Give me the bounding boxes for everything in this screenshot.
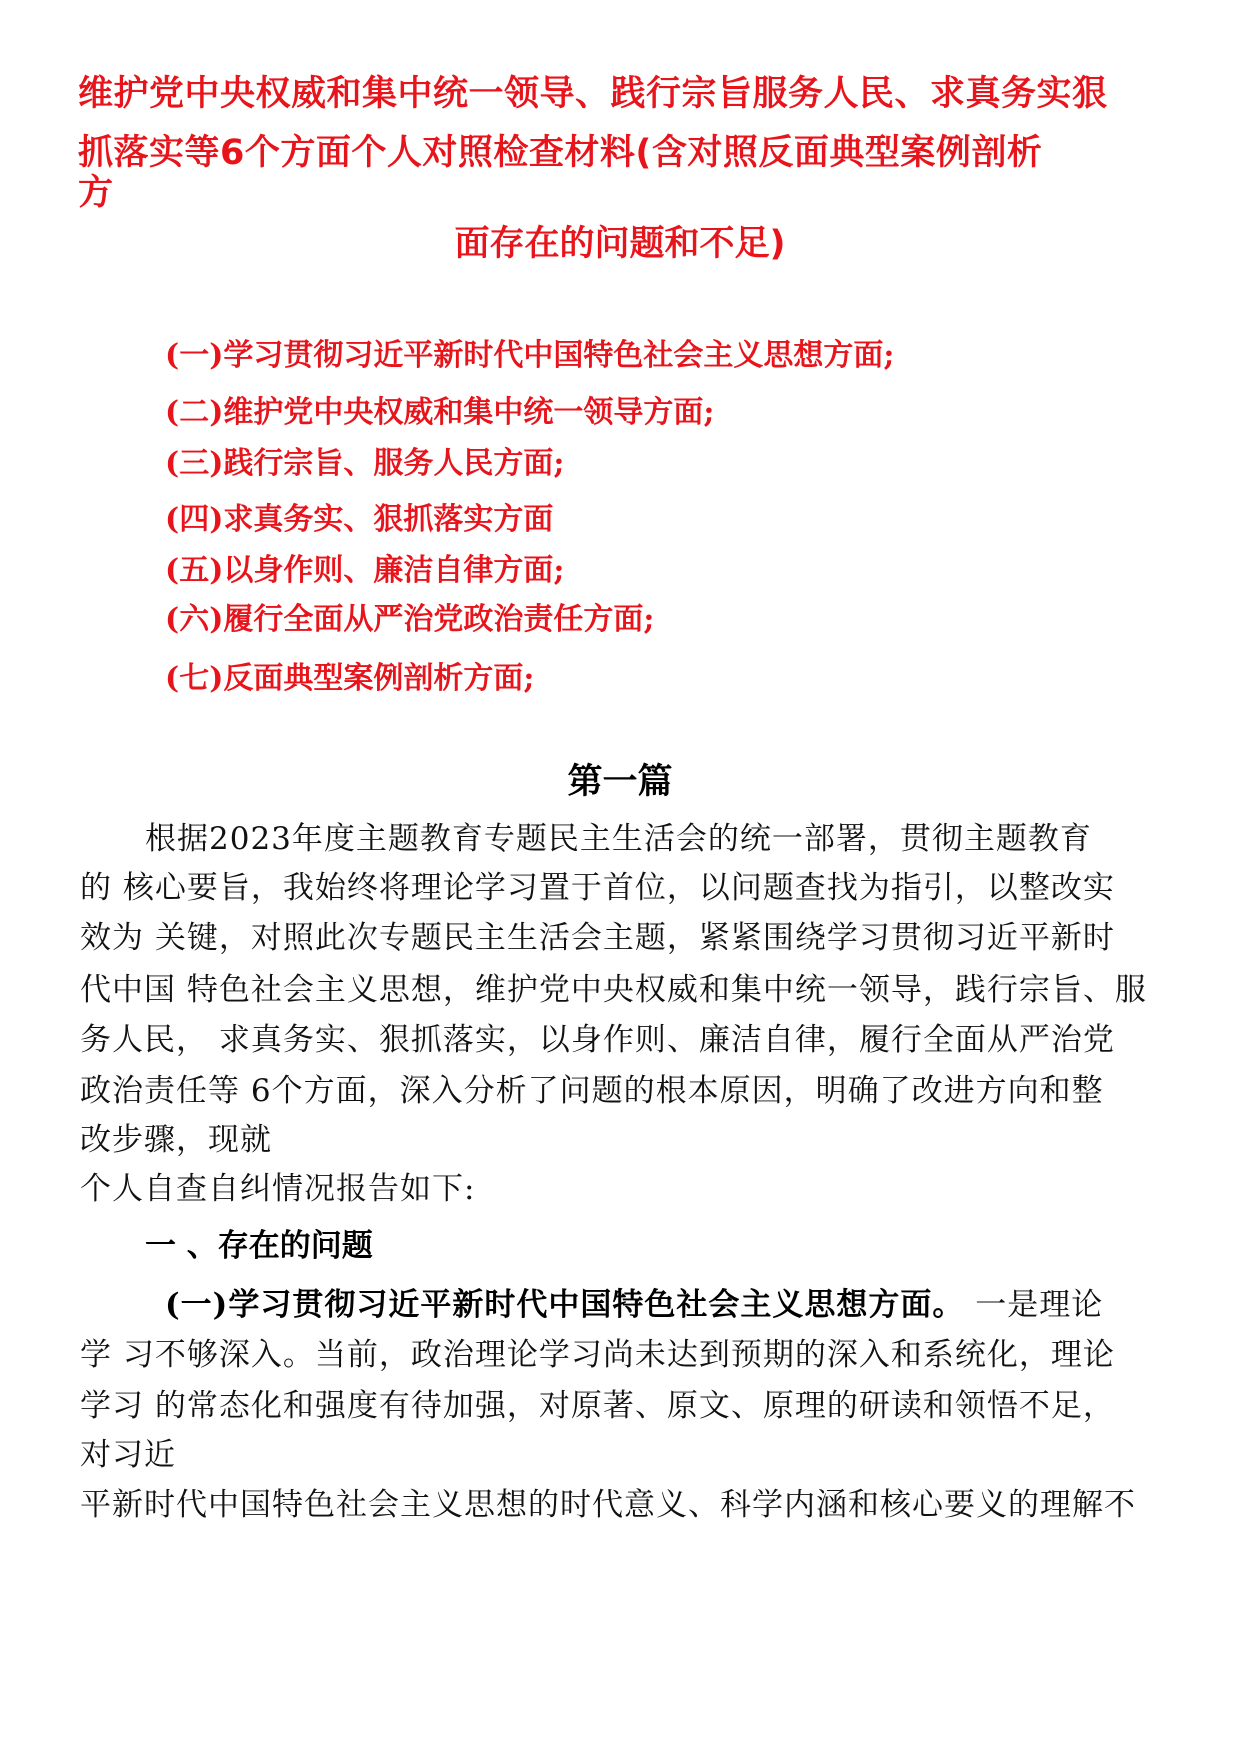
toc-item-2: (二)维护党中央权威和集中统一领导方面; — [165, 395, 715, 430]
toc-item-3: (三)践行宗旨、服务人民方面; — [165, 446, 565, 481]
intro-line-2: 的 核心要旨，我始终将理论学习置于首位，以问题查找为指引，以整改实 — [80, 870, 1115, 906]
heading-problems: 一 、存在的问题 — [145, 1228, 373, 1264]
intro-line-4: 代中国 特色社会主义思想，维护党中央权威和集中统一领导，践行宗旨、服 — [80, 972, 1147, 1008]
toc-item-7: (七)反面典型案例剖析方面; — [165, 661, 535, 696]
toc-item-5: (五)以身作则、廉洁自律方面; — [165, 553, 565, 588]
intro-line-3: 效为 关键，对照此次专题民主生活会主题，紧紧围绕学习贯彻习近平新时 — [80, 920, 1115, 956]
subsection-bold-lead: (一)学习贯彻习近平新时代中国特色社会主义思想方面。 — [165, 1287, 965, 1323]
toc-item-1: (一)学习贯彻习近平新时代中国特色社会主义思想方面; — [165, 338, 895, 373]
subsection-line-5: 平新时代中国特色社会主义思想的时代意义、科学内涵和核心要义的理解不 — [80, 1487, 1136, 1523]
doc-title-line-3: 方 — [78, 173, 114, 213]
intro-line-8: 个人自查自纠情况报告如下: — [80, 1171, 476, 1207]
subsection-line-2: 学 习不够深入。当前，政治理论学习尚未达到预期的深入和系统化，理论 — [80, 1337, 1115, 1373]
doc-title-line-2: 抓落实等6个方面个人对照检查材料(含对照反面典型案例剖析 — [78, 133, 1043, 173]
subsection-first-line — [165, 1283, 1103, 1327]
intro-line-7: 改步骤，现就 — [80, 1122, 272, 1158]
toc-item-6: (六)履行全面从严治党政治责任方面; — [165, 602, 655, 637]
subsection-first-line-rest: 一是理论 — [964, 1287, 1104, 1323]
toc-item-4: (四)求真务实、狠抓落实方面 — [165, 502, 554, 537]
intro-line-5: 务人民， 求真务实、狠抓落实，以身作则、廉洁自律，履行全面从严治党 — [80, 1022, 1115, 1058]
subsection-line-4: 对习近 — [80, 1437, 176, 1473]
intro-line-1: 根据2023年度主题教育专题民主生活会的统一部署，贯彻主题教育 — [145, 821, 1092, 857]
intro-line-6: 政治责任等 6个方面，深入分析了问题的根本原因，明确了改进方向和整 — [80, 1073, 1104, 1109]
doc-title-line-4: 面存在的问题和不足) — [454, 224, 786, 264]
subsection-line-3: 学习 的常态化和强度有待加强，对原著、原文、原理的研读和领悟不足， — [80, 1388, 1115, 1424]
doc-title-line-1: 维护党中央权威和集中统一领导、践行宗旨服务人民、求真务实狠 — [78, 74, 1108, 114]
section-title: 第一篇 — [567, 762, 673, 802]
